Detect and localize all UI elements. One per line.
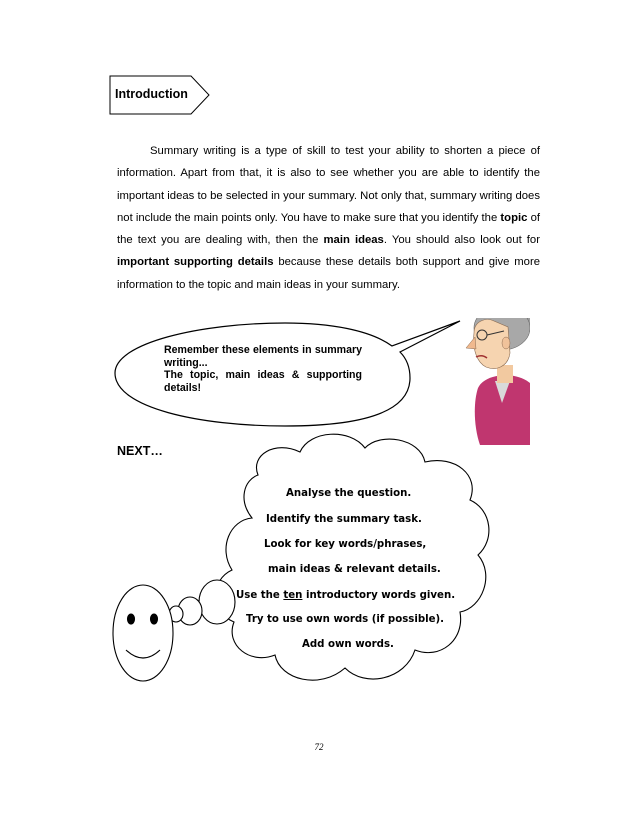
intro-text-1: Summary writing is a type of skill to test your ability to shorten a piece of information. Apart from that, it is also to see whether you are able to identify the important ideas to be selected in your summary. Not only that, summary writing does not include the main points only. You have to make sure that you identify the [117, 145, 540, 224]
step-own-words: Try to use own words (if possible). [246, 614, 445, 625]
smiley-face-icon [113, 585, 173, 681]
underlined-ten: ten [283, 590, 303, 601]
step-main-ideas: main ideas & relevant details. [268, 564, 441, 575]
step-analyse: Analyse the question. [286, 488, 412, 499]
intro-bold-supporting-details: important supporting details [117, 256, 274, 269]
page-number: 72 [314, 742, 324, 752]
step-identify-task: Identify the summary task. [266, 514, 422, 525]
intro-bold-topic: topic [500, 211, 528, 224]
intro-text-4: because these details both support and give more information to the topic and main ideas in your summary. [117, 256, 541, 291]
next-heading: NEXT… [117, 444, 163, 458]
step-add-own-words: Add own words. [302, 639, 394, 650]
intro-text-3: . You should also look out for [383, 234, 540, 247]
section-label: Introduction [115, 87, 188, 101]
intro-text-2: of the text you are dealing with, then the [117, 211, 541, 247]
step-introductory-words: Use the ten introductory words given. [236, 590, 456, 601]
step-key-words: Look for key words/phrases, [264, 539, 427, 550]
callout-line-1: Remember these elements in summary writing... [164, 344, 362, 369]
callout-line-2: The topic, main ideas & supporting details! [164, 369, 362, 394]
intro-bold-main-ideas: main ideas [323, 234, 384, 247]
